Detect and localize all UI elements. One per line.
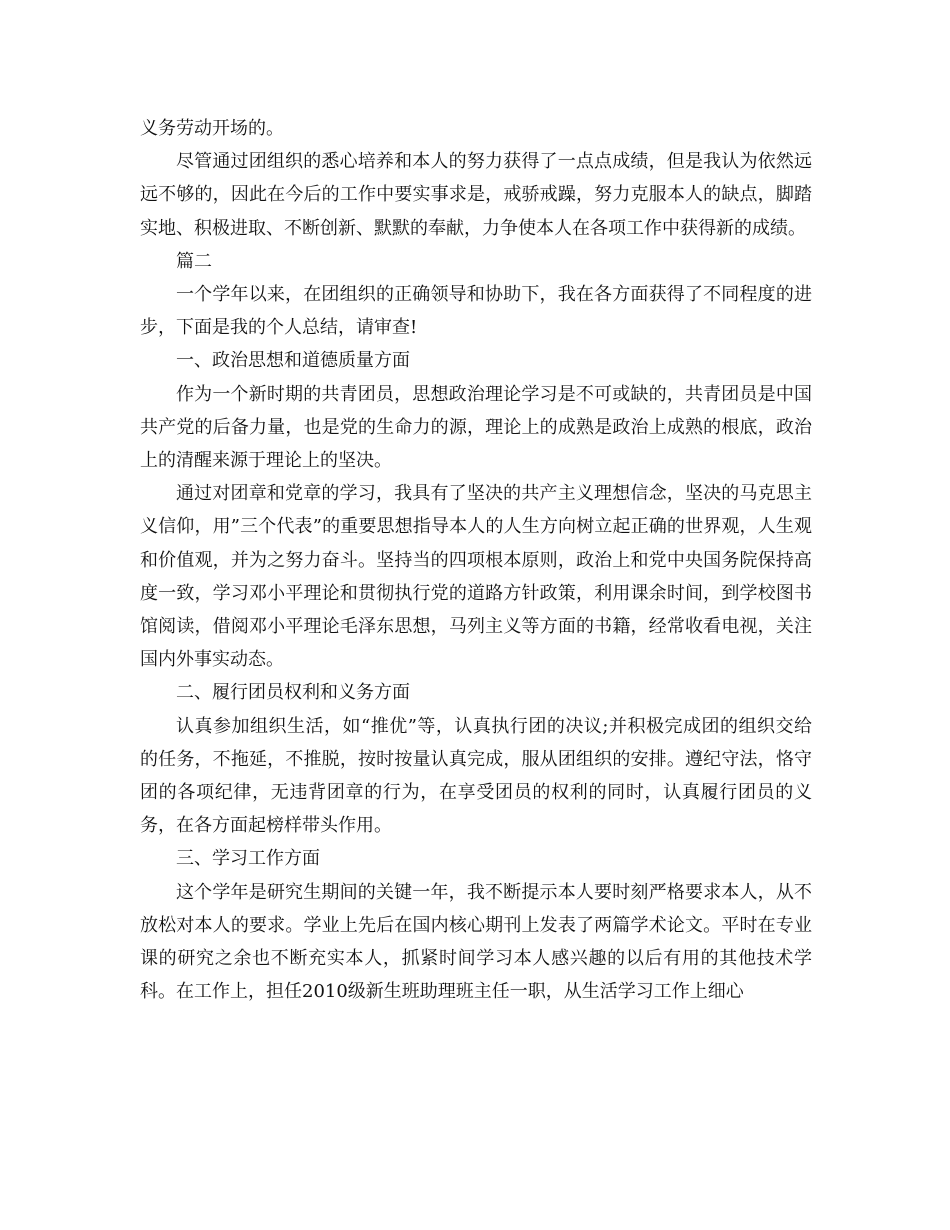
section-heading: 一、政治思想和道德质量方面 (176, 350, 410, 372)
paragraph: 通过对团章和党章的学习，我具有了坚决的共产主义理想信念，坚决的马克思主义信仰，用”三个代表”的重要思想指导本人的人生方向树立起正确的世界观，人生观和价值观，并为之努力奋斗。坚持当的四项根本原则，政治上和党中央国务院保持高度一致，学习邓小平理论和贯彻执行党的道路方针政策，利用课余时间，到学校图书馆阅读，借阅邓小平理论毛泽东思想，马列主义等方面的书籍，经常收看电视，关注国内外事实动态。 (140, 483, 812, 671)
paragraph: 尽管通过团组织的悉心培养和本人的努力获得了一点点成绩，但是我认为依然远远不够的，因此在今后的工作中要实事求是，戒骄戒躁，努力克服本人的缺点，脚踏实地、积极进取、不断创新、默默的奉献，力争使本人在各项工作中获得新的成绩。 (140, 151, 812, 239)
document-body (140, 112, 812, 1008)
paragraph: 这个学年是研究生期间的关键一年，我不断提示本人要时刻严格要求本人，从不放松对本人的要求。学业上先后在国内核心期刊上发表了两篇学术论文。平时在专业课的研究之余也不断充实本人，抓紧时间学习本人感兴趣的以后有用的其他技术学科。在工作上，担任2010级新生班助理班主任一职，从生活学习工作上细心 (140, 881, 812, 1003)
section-heading: 篇二 (176, 250, 212, 272)
section-heading: 二、履行团员权利和义务方面 (176, 682, 410, 704)
paragraph: 认真参加组织生活，如“推优”等，认真执行团的决议;并积极完成团的组织交给的任务，不拖延，不推脱，按时按量认真完成，服从团组织的安排。遵纪守法，恪守团的各项纪律，无违背团章的行为，在享受团员的权利的同时，认真履行团员的义务，在各方面起榜样带头作用。 (140, 715, 812, 837)
paragraph: 作为一个新时期的共青团员，思想政治理论学习是不可或缺的，共青团员是中国共产党的后备力量，也是党的生命力的源，理论上的成熟是政治上成熟的根底，政治上的清醒来源于理论上的坚决。 (140, 383, 812, 472)
section-heading: 三、学习工作方面 (176, 848, 320, 870)
paragraph: 义务劳动开场的。 (140, 118, 284, 139)
paragraph: 一个学年以来，在团组织的正确领导和协助下，我在各方面获得了不同程度的进步，下面是我的个人总结，请审查! (140, 284, 812, 339)
